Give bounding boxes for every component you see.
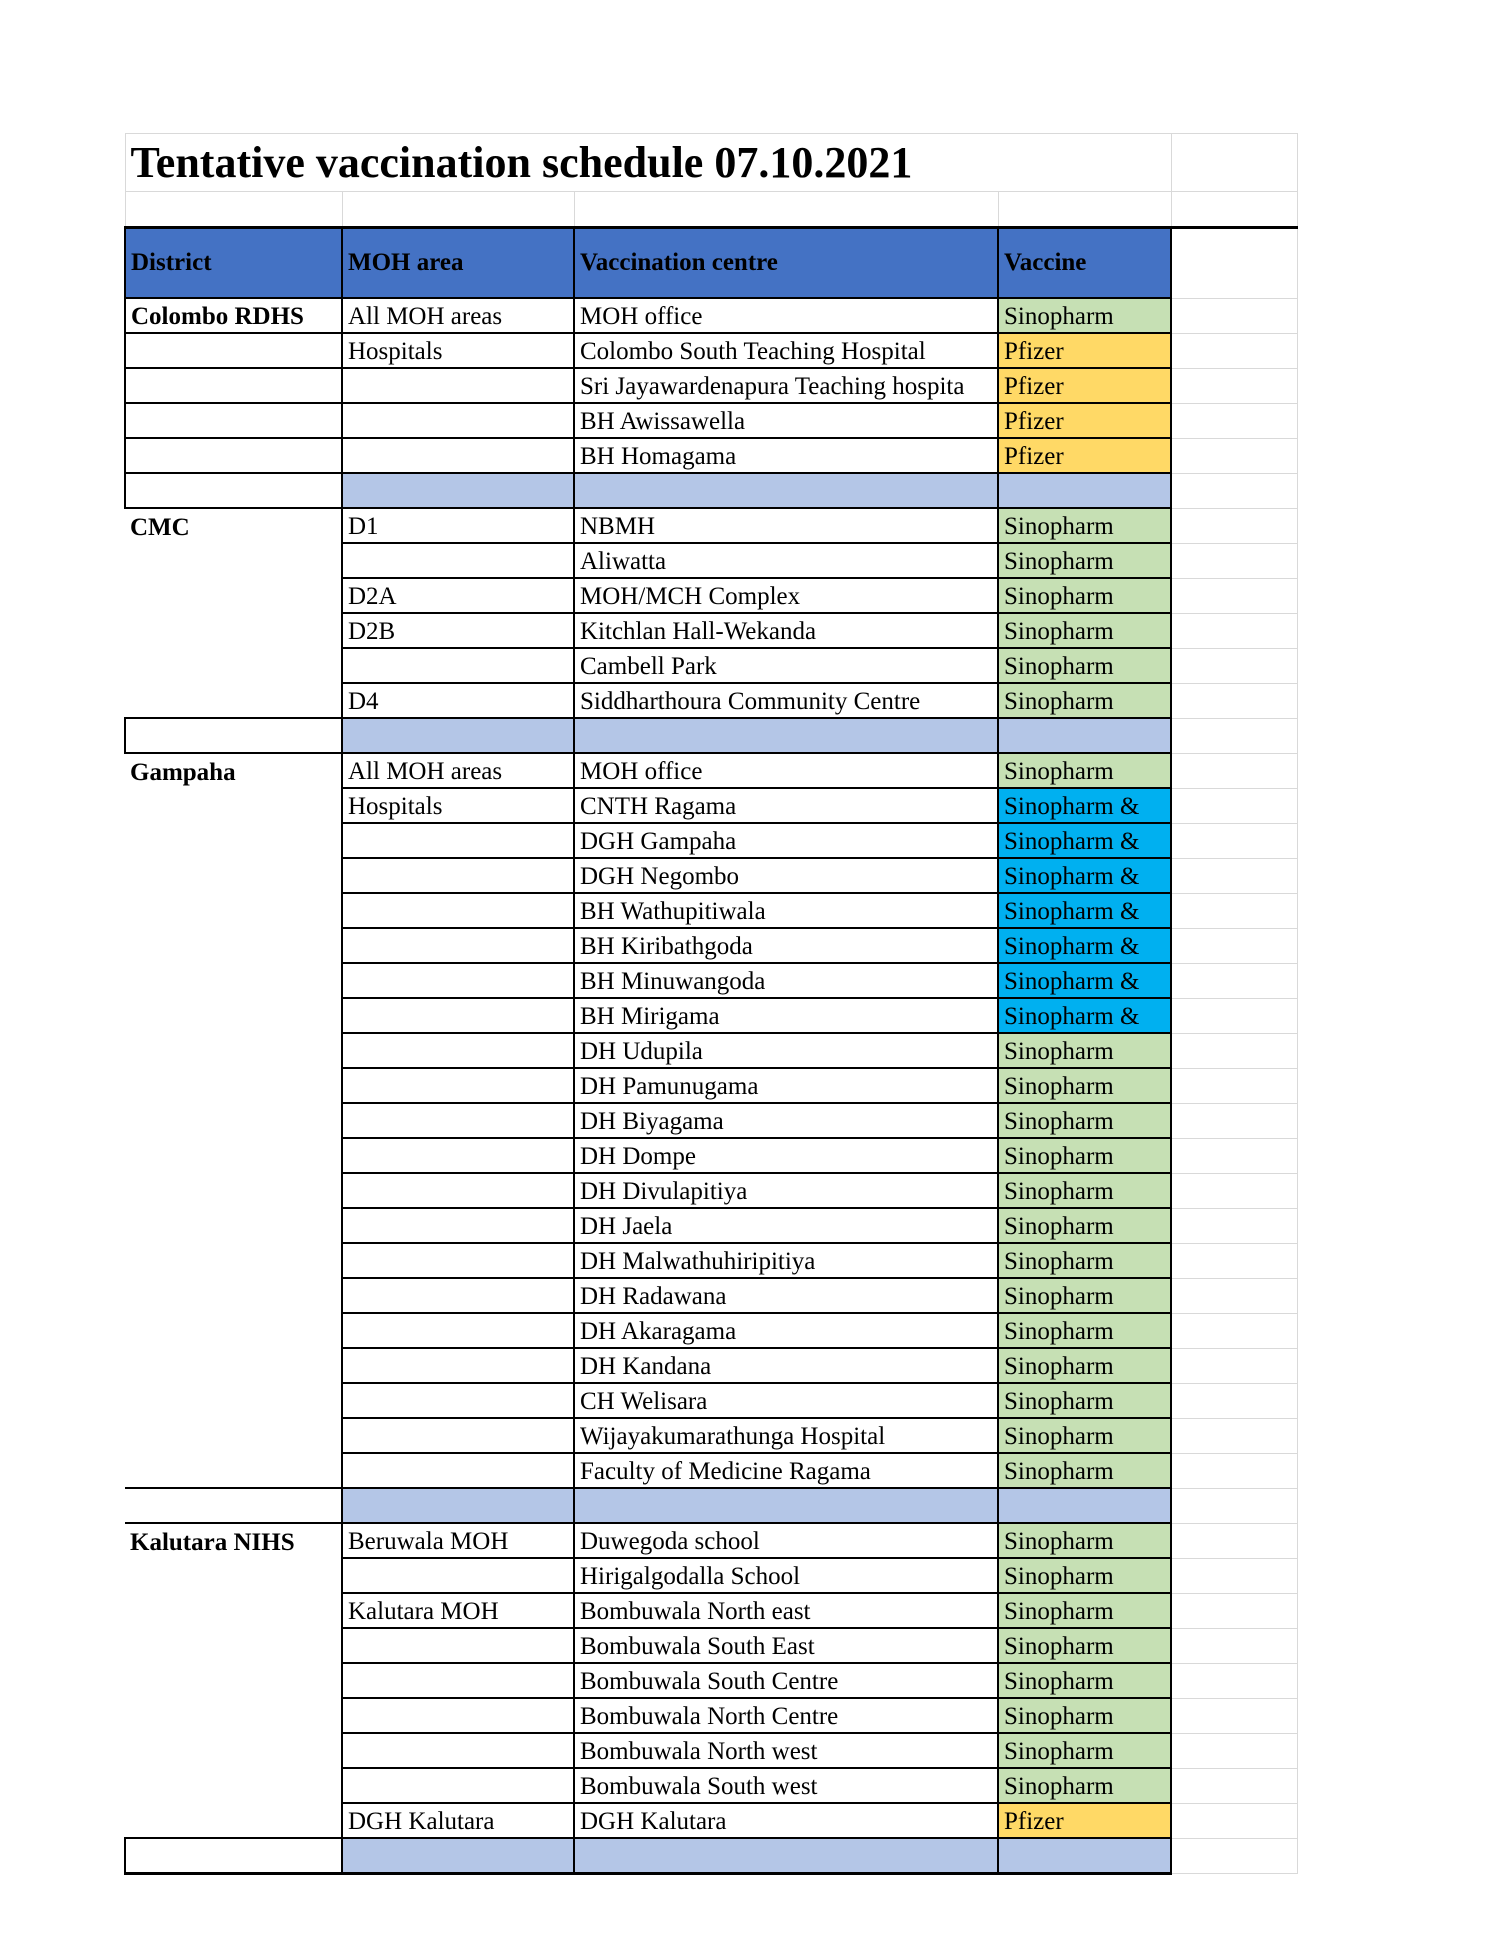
district-cell[interactable] [125, 1418, 342, 1453]
district-cell[interactable] [125, 648, 342, 683]
vaccination-centre-cell[interactable]: DH Udupila [574, 1033, 998, 1068]
empty-cell[interactable] [574, 192, 998, 228]
vaccination-centre-cell[interactable]: Kitchlan Hall-Wekanda [574, 613, 998, 648]
vaccination-centre-cell[interactable]: BH Wathupitiwala [574, 893, 998, 928]
table-row [125, 1138, 1297, 1173]
district-cell[interactable] [125, 1383, 342, 1418]
vaccine-cell[interactable]: Sinopharm [998, 1733, 1171, 1768]
table-row [125, 1383, 1297, 1418]
moh-area-cell[interactable] [342, 1243, 574, 1278]
vaccination-centre-cell[interactable]: Cambell Park [574, 648, 998, 683]
table-row [125, 1698, 1297, 1733]
empty-cell[interactable] [1171, 298, 1297, 333]
vaccine-cell[interactable]: Sinopharm [998, 1348, 1171, 1383]
vaccination-centre-cell[interactable]: Faculty of Medicine Ragama [574, 1453, 998, 1488]
separator-row [125, 473, 1297, 508]
sheet-title: Tentative vaccination schedule 07.10.2021 [125, 134, 1171, 192]
empty-cell[interactable] [1171, 333, 1297, 368]
table-row [125, 1593, 1297, 1628]
moh-area-cell[interactable] [342, 1453, 574, 1488]
moh-area-cell[interactable] [342, 1313, 574, 1348]
vaccination-centre-cell[interactable]: DH Malwathuhiripitiya [574, 1243, 998, 1278]
district-cell[interactable] [125, 543, 342, 578]
vaccination-centre-cell[interactable]: DH Dompe [574, 1138, 998, 1173]
empty-cell[interactable] [1171, 1348, 1297, 1383]
district-cell[interactable] [125, 1068, 342, 1103]
district-cell[interactable] [125, 928, 342, 963]
vaccine-cell[interactable]: Sinopharm [998, 1103, 1171, 1138]
vaccine-cell[interactable]: Sinopharm [998, 1208, 1171, 1243]
vaccination-centre-cell[interactable]: Bombuwala South Centre [574, 1663, 998, 1698]
table-row [125, 1208, 1297, 1243]
district-cell[interactable] [125, 1663, 342, 1698]
vaccine-cell[interactable]: Sinopharm [998, 613, 1171, 648]
empty-cell[interactable] [1171, 134, 1297, 192]
district-cell[interactable] [125, 1208, 342, 1243]
vaccine-cell[interactable]: Sinopharm [998, 1593, 1171, 1628]
empty-cell[interactable] [1171, 1453, 1297, 1488]
table-row [125, 1453, 1297, 1488]
empty-cell[interactable] [1171, 1628, 1297, 1663]
empty-cell[interactable] [1171, 858, 1297, 893]
empty-cell[interactable] [998, 192, 1171, 228]
district-cell[interactable] [125, 683, 342, 718]
empty-cell[interactable] [1171, 543, 1297, 578]
empty-cell[interactable] [1171, 228, 1297, 299]
table-row [125, 613, 1297, 648]
vaccination-centre-cell[interactable]: BH Kiribathgoda [574, 928, 998, 963]
table-row [125, 508, 1297, 543]
vaccine-cell[interactable]: Sinopharm [998, 1628, 1171, 1663]
vaccine-cell[interactable]: Sinopharm & [998, 893, 1171, 928]
table-row [125, 1558, 1297, 1593]
moh-area-cell[interactable] [342, 1033, 574, 1068]
vaccination-centre-cell[interactable]: NBMH [574, 508, 998, 543]
moh-area-cell[interactable]: All MOH areas [342, 298, 574, 333]
table-row [125, 1313, 1297, 1348]
vaccination-centre-cell[interactable]: CH Welisara [574, 1383, 998, 1418]
district-cell[interactable] [125, 368, 342, 403]
vaccine-cell[interactable]: Pfizer [998, 333, 1171, 368]
empty-cell[interactable] [125, 192, 342, 228]
table-row [125, 1068, 1297, 1103]
moh-area-cell[interactable] [342, 403, 574, 438]
vaccine-cell[interactable]: Sinopharm [998, 1418, 1171, 1453]
moh-area-cell[interactable]: Hospitals [342, 788, 574, 823]
separator-cell[interactable] [574, 718, 998, 753]
moh-area-cell[interactable]: D2B [342, 613, 574, 648]
empty-cell[interactable] [1171, 1523, 1297, 1558]
moh-area-cell[interactable] [342, 1663, 574, 1698]
table-row [125, 298, 1297, 333]
vaccination-centre-cell[interactable]: Bombuwala South East [574, 1628, 998, 1663]
separator-cell[interactable] [998, 1488, 1171, 1523]
vaccine-cell[interactable]: Sinopharm [998, 578, 1171, 613]
empty-cell[interactable] [1171, 613, 1297, 648]
header-district[interactable]: District [125, 228, 342, 299]
district-cell[interactable] [125, 1348, 342, 1383]
table-row [125, 333, 1297, 368]
moh-area-cell[interactable] [342, 1348, 574, 1383]
vaccination-centre-cell[interactable]: MOH/MCH Complex [574, 578, 998, 613]
spacer-row [125, 192, 1297, 228]
vaccination-centre-cell[interactable]: DH Radawana [574, 1278, 998, 1313]
separator-cell[interactable] [998, 473, 1171, 508]
table-row [125, 403, 1297, 438]
empty-cell[interactable] [1171, 192, 1297, 228]
vaccination-centre-cell[interactable]: BH Mirigama [574, 998, 998, 1033]
district-cell[interactable] [125, 1698, 342, 1733]
table-row [125, 1243, 1297, 1278]
moh-area-cell[interactable] [342, 1558, 574, 1593]
empty-cell[interactable] [1171, 683, 1297, 718]
empty-cell[interactable] [1171, 1208, 1297, 1243]
table-row [125, 1418, 1297, 1453]
empty-cell[interactable] [1171, 1698, 1297, 1733]
vaccine-cell[interactable]: Sinopharm [998, 1768, 1171, 1803]
empty-cell[interactable] [1171, 403, 1297, 438]
district-cell[interactable] [125, 613, 342, 648]
moh-area-cell[interactable] [342, 648, 574, 683]
district-cell[interactable] [125, 333, 342, 368]
vaccination-centre-cell[interactable]: DH Kandana [574, 1348, 998, 1383]
table-row [125, 998, 1297, 1033]
vaccination-centre-cell[interactable]: DH Divulapitiya [574, 1173, 998, 1208]
table-row [125, 578, 1297, 613]
empty-cell[interactable] [1171, 1418, 1297, 1453]
vaccination-centre-cell[interactable]: DGH Kalutara [574, 1803, 998, 1838]
separator-cell[interactable] [342, 1838, 574, 1874]
empty-cell[interactable] [1171, 1663, 1297, 1698]
table-row [125, 438, 1297, 473]
moh-area-cell[interactable]: DGH Kalutara [342, 1803, 574, 1838]
district-cell[interactable] [125, 578, 342, 613]
vaccine-cell[interactable]: Sinopharm [998, 1313, 1171, 1348]
vaccination-centre-cell[interactable]: DH Akaragama [574, 1313, 998, 1348]
moh-area-cell[interactable] [342, 1278, 574, 1313]
district-cell[interactable] [125, 858, 342, 893]
vaccination-centre-cell[interactable]: BH Awissawella [574, 403, 998, 438]
moh-area-cell[interactable] [342, 1103, 574, 1138]
moh-area-cell[interactable]: Hospitals [342, 333, 574, 368]
separator-cell[interactable] [342, 473, 574, 508]
district-cell[interactable] [125, 1103, 342, 1138]
vaccine-cell[interactable]: Sinopharm & [998, 963, 1171, 998]
district-cell[interactable] [125, 1838, 342, 1874]
empty-cell[interactable] [1171, 1803, 1297, 1838]
empty-cell[interactable] [1171, 438, 1297, 473]
moh-area-cell[interactable] [342, 1698, 574, 1733]
vaccine-cell[interactable]: Sinopharm [998, 543, 1171, 578]
table-row [125, 823, 1297, 858]
district-cell[interactable] [125, 1243, 342, 1278]
district-cell[interactable]: Colombo RDHS [125, 298, 342, 333]
empty-cell[interactable] [1171, 788, 1297, 823]
empty-cell[interactable] [1171, 1173, 1297, 1208]
vaccine-cell[interactable]: Sinopharm & [998, 823, 1171, 858]
vaccination-centre-cell[interactable]: Bombuwala South west [574, 1768, 998, 1803]
vaccination-centre-cell[interactable]: Sri Jayawardenapura Teaching hospita [574, 368, 998, 403]
moh-area-cell[interactable] [342, 1733, 574, 1768]
separator-cell[interactable] [574, 1488, 998, 1523]
empty-cell[interactable] [1171, 1558, 1297, 1593]
vaccine-cell[interactable]: Sinopharm [998, 1558, 1171, 1593]
empty-cell[interactable] [1171, 578, 1297, 613]
moh-area-cell[interactable] [342, 1628, 574, 1663]
vaccination-centre-cell[interactable]: Colombo South Teaching Hospital [574, 333, 998, 368]
vaccination-centre-cell[interactable]: Siddharthoura Community Centre [574, 683, 998, 718]
empty-cell[interactable] [1171, 1383, 1297, 1418]
vaccine-cell[interactable]: Pfizer [998, 438, 1171, 473]
separator-cell[interactable] [574, 473, 998, 508]
empty-cell[interactable] [1171, 1103, 1297, 1138]
empty-cell[interactable] [1171, 753, 1297, 788]
table-row [125, 543, 1297, 578]
table-row [125, 893, 1297, 928]
empty-cell[interactable] [1171, 893, 1297, 928]
empty-cell[interactable] [1171, 1033, 1297, 1068]
vaccination-centre-cell[interactable]: BH Homagama [574, 438, 998, 473]
district-cell[interactable]: Gampaha [125, 753, 342, 788]
moh-area-cell[interactable] [342, 543, 574, 578]
moh-area-cell[interactable]: D1 [342, 508, 574, 543]
district-cell[interactable] [125, 473, 342, 508]
moh-area-cell[interactable] [342, 858, 574, 893]
vaccine-cell[interactable]: Sinopharm [998, 298, 1171, 333]
moh-area-cell[interactable] [342, 1208, 574, 1243]
vaccine-cell[interactable]: Sinopharm [998, 1383, 1171, 1418]
empty-cell[interactable] [1171, 1243, 1297, 1278]
vaccine-cell[interactable]: Sinopharm & [998, 928, 1171, 963]
empty-cell[interactable] [1171, 1488, 1297, 1523]
separator-row [125, 718, 1297, 753]
district-cell[interactable]: Kalutara NIHS [125, 1523, 342, 1558]
district-cell[interactable] [125, 718, 342, 753]
vaccination-schedule-table [124, 133, 1298, 1875]
district-cell[interactable] [125, 1138, 342, 1173]
district-cell[interactable] [125, 1033, 342, 1068]
district-cell[interactable] [125, 1803, 342, 1838]
separator-cell[interactable] [998, 718, 1171, 753]
empty-cell[interactable] [1171, 963, 1297, 998]
vaccination-centre-cell[interactable]: Wijayakumarathunga Hospital [574, 1418, 998, 1453]
vaccine-cell[interactable]: Sinopharm [998, 1243, 1171, 1278]
vaccine-cell[interactable]: Sinopharm [998, 1068, 1171, 1103]
moh-area-cell[interactable] [342, 928, 574, 963]
district-cell[interactable] [125, 1558, 342, 1593]
moh-area-cell[interactable] [342, 963, 574, 998]
vaccine-cell[interactable]: Sinopharm [998, 683, 1171, 718]
vaccine-cell[interactable]: Sinopharm [998, 648, 1171, 683]
empty-cell[interactable] [1171, 473, 1297, 508]
empty-cell[interactable] [1171, 1733, 1297, 1768]
district-cell[interactable] [125, 823, 342, 858]
vaccination-centre-cell[interactable]: Bombuwala North Centre [574, 1698, 998, 1733]
empty-cell[interactable] [1171, 718, 1297, 753]
moh-area-cell[interactable] [342, 438, 574, 473]
empty-cell[interactable] [1171, 1838, 1297, 1874]
empty-cell[interactable] [1171, 998, 1297, 1033]
district-cell[interactable] [125, 1768, 342, 1803]
moh-area-cell[interactable] [342, 1383, 574, 1418]
empty-cell[interactable] [1171, 1313, 1297, 1348]
vaccination-centre-cell[interactable]: Duwegoda school [574, 1523, 998, 1558]
vaccination-centre-cell[interactable]: DH Jaela [574, 1208, 998, 1243]
vaccine-cell[interactable]: Sinopharm [998, 1278, 1171, 1313]
separator-cell[interactable] [342, 718, 574, 753]
vaccine-cell[interactable]: Sinopharm [998, 508, 1171, 543]
vaccination-centre-cell[interactable]: BH Minuwangoda [574, 963, 998, 998]
district-cell[interactable] [125, 998, 342, 1033]
vaccine-cell[interactable]: Sinopharm & [998, 788, 1171, 823]
empty-cell[interactable] [1171, 368, 1297, 403]
vaccine-cell[interactable]: Sinopharm [998, 1033, 1171, 1068]
header-moh-area[interactable]: MOH area [342, 228, 574, 299]
moh-area-cell[interactable]: Beruwala MOH [342, 1523, 574, 1558]
table-row [125, 1103, 1297, 1138]
vaccination-centre-cell[interactable]: DH Pamunugama [574, 1068, 998, 1103]
vaccine-cell[interactable]: Sinopharm [998, 753, 1171, 788]
vaccine-cell[interactable]: Sinopharm [998, 1138, 1171, 1173]
vaccine-cell[interactable]: Sinopharm [998, 1523, 1171, 1558]
empty-cell[interactable] [1171, 1278, 1297, 1313]
vaccination-centre-cell[interactable]: Aliwatta [574, 543, 998, 578]
empty-cell[interactable] [1171, 1068, 1297, 1103]
empty-cell[interactable] [1171, 1593, 1297, 1628]
empty-cell[interactable] [1171, 928, 1297, 963]
vaccination-centre-cell[interactable]: Hirigalgodalla School [574, 1558, 998, 1593]
header-vaccine[interactable]: Vaccine [998, 228, 1171, 299]
moh-area-cell[interactable] [342, 1768, 574, 1803]
moh-area-cell[interactable] [342, 1138, 574, 1173]
separator-cell[interactable] [998, 1838, 1171, 1874]
table-row [125, 1768, 1297, 1803]
table-row [125, 648, 1297, 683]
table-row [125, 1628, 1297, 1663]
table-row [125, 858, 1297, 893]
vaccine-cell[interactable]: Sinopharm [998, 1453, 1171, 1488]
spreadsheet [124, 133, 1298, 1875]
district-cell[interactable] [125, 438, 342, 473]
vaccination-centre-cell[interactable]: DGH Gampaha [574, 823, 998, 858]
vaccination-centre-cell[interactable]: DGH Negombo [574, 858, 998, 893]
district-cell[interactable] [125, 1453, 342, 1488]
empty-cell[interactable] [1171, 823, 1297, 858]
title-row [125, 134, 1297, 192]
table-row [125, 928, 1297, 963]
district-cell[interactable] [125, 963, 342, 998]
moh-area-cell[interactable] [342, 368, 574, 403]
header-row [125, 228, 1297, 299]
district-cell[interactable] [125, 1313, 342, 1348]
vaccine-cell[interactable]: Sinopharm [998, 1698, 1171, 1733]
table-row [125, 1033, 1297, 1068]
table-row [125, 1803, 1297, 1838]
separator-row [125, 1838, 1297, 1874]
separator-cell[interactable] [574, 1838, 998, 1874]
vaccination-centre-cell[interactable]: DH Biyagama [574, 1103, 998, 1138]
district-cell[interactable] [125, 403, 342, 438]
vaccination-centre-cell[interactable]: MOH office [574, 298, 998, 333]
moh-area-cell[interactable]: D4 [342, 683, 574, 718]
moh-area-cell[interactable]: Kalutara MOH [342, 1593, 574, 1628]
moh-area-cell[interactable]: All MOH areas [342, 753, 574, 788]
table-row [125, 1173, 1297, 1208]
vaccine-cell[interactable]: Sinopharm & [998, 998, 1171, 1033]
header-vaccination-centre[interactable]: Vaccination centre [574, 228, 998, 299]
moh-area-cell[interactable]: D2A [342, 578, 574, 613]
table-row [125, 1733, 1297, 1768]
moh-area-cell[interactable] [342, 893, 574, 928]
vaccine-cell[interactable]: Sinopharm & [998, 858, 1171, 893]
moh-area-cell[interactable] [342, 1418, 574, 1453]
vaccine-cell[interactable]: Pfizer [998, 368, 1171, 403]
district-cell[interactable] [125, 1488, 342, 1523]
table-row [125, 1663, 1297, 1698]
empty-cell[interactable] [342, 192, 574, 228]
moh-area-cell[interactable] [342, 823, 574, 858]
vaccination-centre-cell[interactable]: Bombuwala North east [574, 1593, 998, 1628]
table-row [125, 683, 1297, 718]
vaccination-centre-cell[interactable]: CNTH Ragama [574, 788, 998, 823]
table-row [125, 1278, 1297, 1313]
separator-row [125, 1488, 1297, 1523]
table-row [125, 1523, 1297, 1558]
table-row [125, 753, 1297, 788]
moh-area-cell[interactable] [342, 1173, 574, 1208]
empty-cell[interactable] [1171, 1138, 1297, 1173]
district-cell[interactable] [125, 1278, 342, 1313]
district-cell[interactable] [125, 1733, 342, 1768]
district-cell[interactable] [125, 1593, 342, 1628]
separator-cell[interactable] [342, 1488, 574, 1523]
district-cell[interactable] [125, 893, 342, 928]
vaccine-cell[interactable]: Pfizer [998, 1803, 1171, 1838]
vaccination-centre-cell[interactable]: MOH office [574, 753, 998, 788]
district-cell[interactable] [125, 1628, 342, 1663]
vaccine-cell[interactable]: Sinopharm [998, 1663, 1171, 1698]
vaccine-cell[interactable]: Sinopharm [998, 1173, 1171, 1208]
district-cell[interactable]: CMC [125, 508, 342, 543]
vaccination-centre-cell[interactable]: Bombuwala North west [574, 1733, 998, 1768]
table-row [125, 788, 1297, 823]
table-row [125, 1348, 1297, 1383]
empty-cell[interactable] [1171, 648, 1297, 683]
empty-cell[interactable] [1171, 1768, 1297, 1803]
table-row [125, 368, 1297, 403]
empty-cell[interactable] [1171, 508, 1297, 543]
moh-area-cell[interactable] [342, 1068, 574, 1103]
moh-area-cell[interactable] [342, 998, 574, 1033]
vaccine-cell[interactable]: Pfizer [998, 403, 1171, 438]
table-row [125, 963, 1297, 998]
district-cell[interactable] [125, 1173, 342, 1208]
district-cell[interactable] [125, 788, 342, 823]
